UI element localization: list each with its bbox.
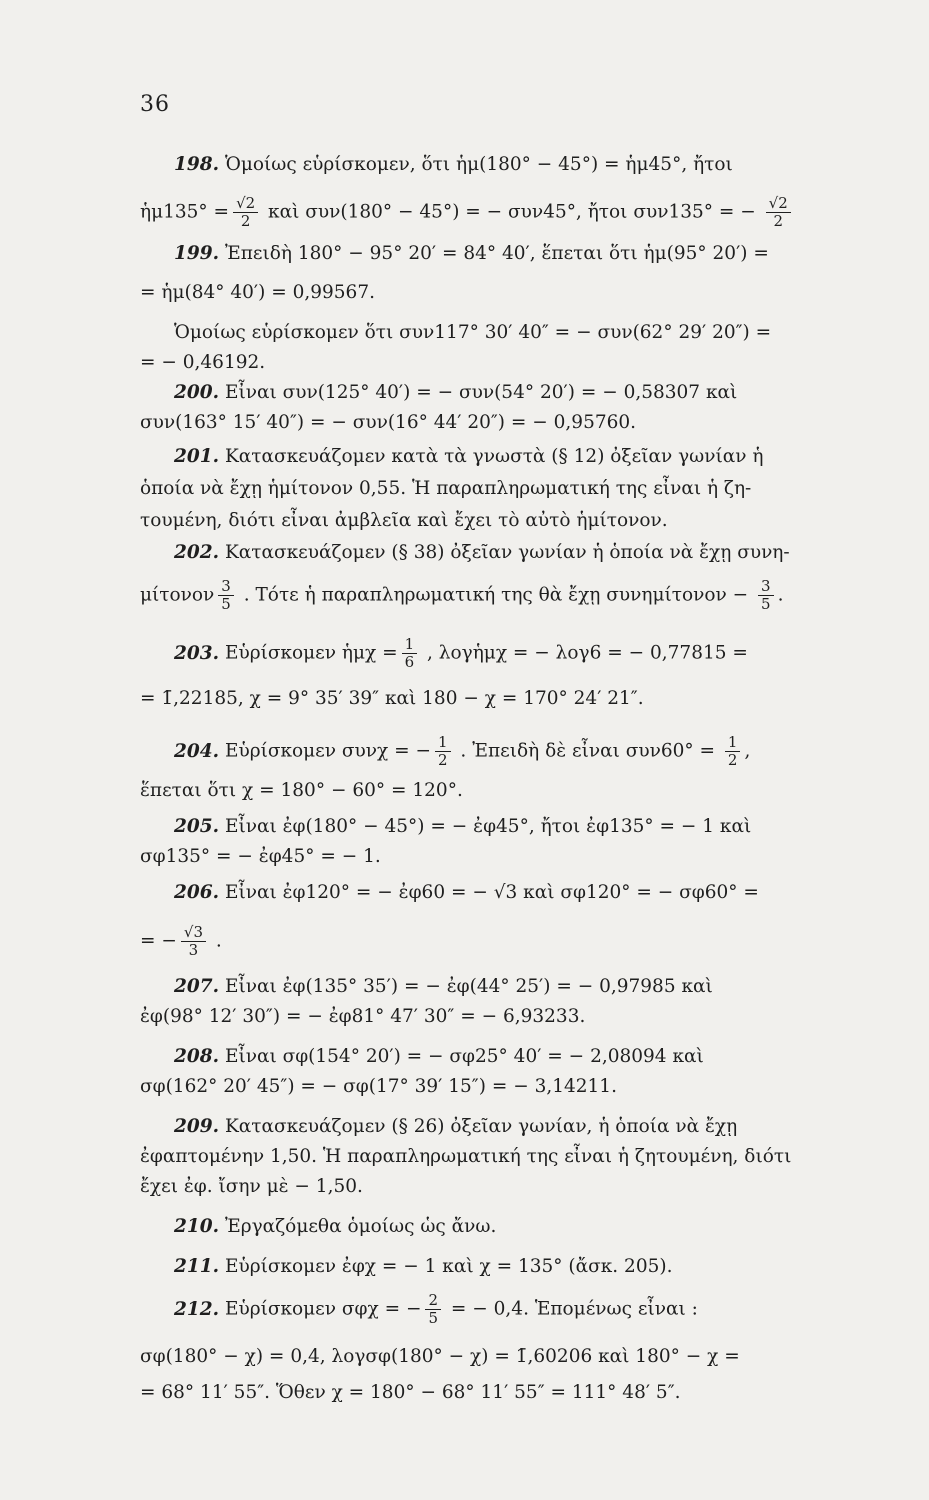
fraction-numerator: 1 (435, 734, 451, 752)
fraction-denominator: 6 (404, 653, 415, 671)
exercise-number: 202. (174, 542, 220, 563)
text-line (140, 972, 896, 1002)
text-line (140, 506, 896, 536)
exercise-number: 211. (174, 1256, 220, 1277)
line-text: Κατασκευάζομεν κατὰ τὰ γνωστὰ (§ 12) ὀξεῖαν γωνίαν ἡ (224, 446, 764, 467)
line-text: . (210, 930, 222, 952)
line-text: Εἶναι σφ(154° 20′) = − σφ25° 40′ = − 2,08094 καὶ (224, 1046, 704, 1067)
line-text: ἡμ135° = (140, 201, 230, 223)
line-text: = ἡμ(84° 40′) = 0,99567. (140, 282, 375, 303)
text-line (140, 734, 896, 769)
line-text: Κατασκευάζομεν (§ 38) ὀξεῖαν γωνίαν ἡ ὁποία νὰ ἔχῃ συνη- (224, 542, 790, 563)
exercise-number: 205. (174, 816, 220, 837)
exercise-number: 209. (174, 1116, 220, 1137)
line-text: . Τότε ἡ παραπληρωματική της θὰ ἔχῃ συνημίτονον − (237, 584, 755, 606)
fraction-numerator: 2 (425, 1292, 441, 1310)
text-line (140, 776, 896, 806)
line-text: Εἶναι ἐφ(135° 35′) = − ἐφ(44° 25′) = − 0,97985 καὶ (224, 976, 713, 997)
exercise-number: 204. (174, 740, 220, 762)
text-line (140, 318, 929, 348)
fraction-numerator: 3 (758, 578, 774, 596)
fraction-numerator: 1 (402, 636, 418, 654)
line-text: Ἐπειδὴ 180° − 95° 20′ = 84° 40′, ἕπεται ὅτι ἡμ(95° 20′) = (224, 243, 769, 264)
text-line (140, 684, 896, 714)
text-line (140, 1042, 896, 1072)
text-line (140, 150, 896, 180)
line-text: = − 0,46192. (140, 352, 266, 373)
line-text: μίτονον (140, 584, 215, 606)
text-line (140, 878, 896, 908)
line-text: . (777, 584, 784, 606)
text-line (140, 1002, 896, 1032)
text-line (140, 924, 896, 959)
line-text: σφ(180° − χ) = 0,4, λογσφ(180° − χ) = 1̄,60206 καὶ 180° − χ = (140, 1346, 740, 1367)
exercise-number: 207. (174, 976, 220, 997)
text-line (140, 538, 896, 568)
fraction (435, 734, 451, 769)
line-text: Εὑρίσκομεν σφχ = − (224, 1298, 422, 1320)
fraction (233, 195, 258, 230)
line-text: Εἶναι συν(125° 40′) = − συν(54° 20′) = − 0,58307 καὶ (224, 382, 738, 403)
text-line (140, 1292, 896, 1327)
text-line (140, 1212, 896, 1242)
text-line (140, 636, 896, 671)
exercise-number: 203. (174, 642, 220, 664)
text-line (140, 378, 896, 408)
exercise-number: 208. (174, 1046, 220, 1067)
fraction (725, 734, 741, 769)
text-line (140, 408, 896, 438)
text-line (140, 1072, 896, 1102)
text-line (140, 1252, 896, 1282)
text-line (140, 842, 896, 872)
fraction (218, 578, 234, 613)
line-text: ἔχει ἐφ. ἴσην μὲ − 1,50. (140, 1176, 363, 1197)
line-text: , λογἡμχ = − λογ6 = − 0,77815 = (421, 642, 748, 664)
line-text: = − (140, 930, 177, 952)
line-text: ἕπεται ὅτι χ = 180° − 60° = 120°. (140, 780, 463, 801)
text-line (140, 812, 896, 842)
fraction (425, 1292, 441, 1327)
fraction-numerator: √2 (233, 195, 258, 213)
line-text: Εὑρίσκομεν συνχ = − (224, 740, 431, 762)
page-number: 36 (140, 92, 170, 117)
line-text: = 68° 11′ 55″. Ὅθεν χ = 180° − 68° 11′ 55″ = 111° 48′ 5″. (140, 1382, 681, 1403)
line-text: Κατασκευάζομεν (§ 26) ὀξεῖαν γωνίαν, ἡ ὁποία νὰ ἔχῃ (224, 1116, 738, 1137)
text-line (140, 474, 896, 504)
line-text: Ἐργαζόμεθα ὁμοίως ὡς ἄνω. (224, 1216, 497, 1237)
line-text: Εὑρίσκομεν ἐφχ = − 1 καὶ χ = 135° (ἄσκ. 205). (224, 1256, 673, 1277)
line-text: Ὁμοίως εὑρίσκομεν ὅτι συν117° 30′ 40″ = − συν(62° 29′ 20″) = (174, 322, 772, 343)
exercise-number: 198. (174, 154, 220, 175)
fraction-denominator: 5 (221, 595, 231, 613)
fraction-denominator: 2 (438, 751, 448, 769)
line-text: τουμένη, διότι εἶναι ἀμβλεῖα καὶ ἔχει τὸ αὐτὸ ἡμίτονον. (140, 510, 668, 531)
fraction-denominator: 3 (188, 941, 199, 959)
line-text: = 1̄,22185, χ = 9° 35′ 39″ καὶ 180 − χ = 170° 24′ 21″. (140, 688, 644, 709)
text-line (140, 442, 896, 472)
line-text: Εἶναι ἐφ(180° − 45°) = − ἐφ45°, ἤτοι ἐφ135° = − 1 καὶ (224, 816, 752, 837)
text-line (140, 278, 896, 308)
text-line (140, 348, 896, 378)
line-text: ἐφαπτομένην 1,50. Ἡ παραπληρωματική της εἶναι ἡ ζητουμένη, διότι (140, 1146, 792, 1167)
fraction-numerator: √2 (766, 195, 791, 213)
line-text: ὁποία νὰ ἔχῃ ἡμίτονον 0,55. Ἡ παραπληρωματική της εἶναι ἡ ζη- (140, 478, 752, 499)
line-text: , (744, 740, 751, 762)
fraction-denominator: 2 (773, 212, 783, 230)
exercise-number: 210. (174, 1216, 220, 1237)
fraction-numerator: 3 (218, 578, 234, 596)
text-line (140, 1112, 896, 1142)
fraction-numerator: 1 (725, 734, 741, 752)
text-line (140, 578, 896, 613)
fraction-denominator: 2 (240, 212, 251, 230)
text-line (140, 1142, 896, 1172)
line-text: σφ(162° 20′ 45″) = − σφ(17° 39′ 15″) = − 3,14211. (140, 1076, 617, 1097)
fraction-denominator: 5 (428, 1309, 438, 1327)
text-line (140, 1378, 896, 1408)
exercise-number: 199. (174, 243, 220, 264)
fraction (758, 578, 774, 613)
line-text: Εἶναι ἐφ120° = − ἐφ60 = − √3 καὶ σφ120° = − σφ60° = (224, 882, 759, 903)
line-text: . Ἐπειδὴ δὲ εἶναι συν60° = (454, 740, 721, 762)
line-text: = − 0,4. Ἑπομένως εἶναι : (445, 1298, 698, 1320)
exercise-number: 212. (174, 1298, 220, 1320)
fraction (181, 924, 206, 959)
line-text: καὶ συν(180° − 45°) = − συν45°, ἤτοι συν135° = − (262, 201, 762, 223)
text-line (140, 1342, 896, 1372)
text-line (140, 195, 896, 230)
fraction (766, 195, 791, 230)
fraction-numerator: √3 (181, 924, 206, 942)
text-line (140, 1172, 896, 1202)
text-line (140, 239, 896, 269)
line-text: ἐφ(98° 12′ 30″) = − ἐφ81° 47′ 30″ = − 6,93233. (140, 1006, 586, 1027)
line-text: συν(163° 15′ 40″) = − συν(16° 44′ 20″) = − 0,95760. (140, 412, 637, 433)
exercise-number: 200. (174, 382, 220, 403)
exercise-number: 206. (174, 882, 220, 903)
fraction-denominator: 2 (727, 751, 738, 769)
line-text: σφ135° = − ἐφ45° = − 1. (140, 846, 381, 867)
fraction-denominator: 5 (761, 595, 771, 613)
line-text: Εὑρίσκομεν ἡμχ = (224, 642, 398, 664)
line-text: Ὁμοίως εὑρίσκομεν, ὅτι ἡμ(180° − 45°) = ἡμ45°, ἤτοι (224, 154, 733, 175)
fraction (402, 636, 418, 671)
exercise-number: 201. (174, 446, 220, 467)
